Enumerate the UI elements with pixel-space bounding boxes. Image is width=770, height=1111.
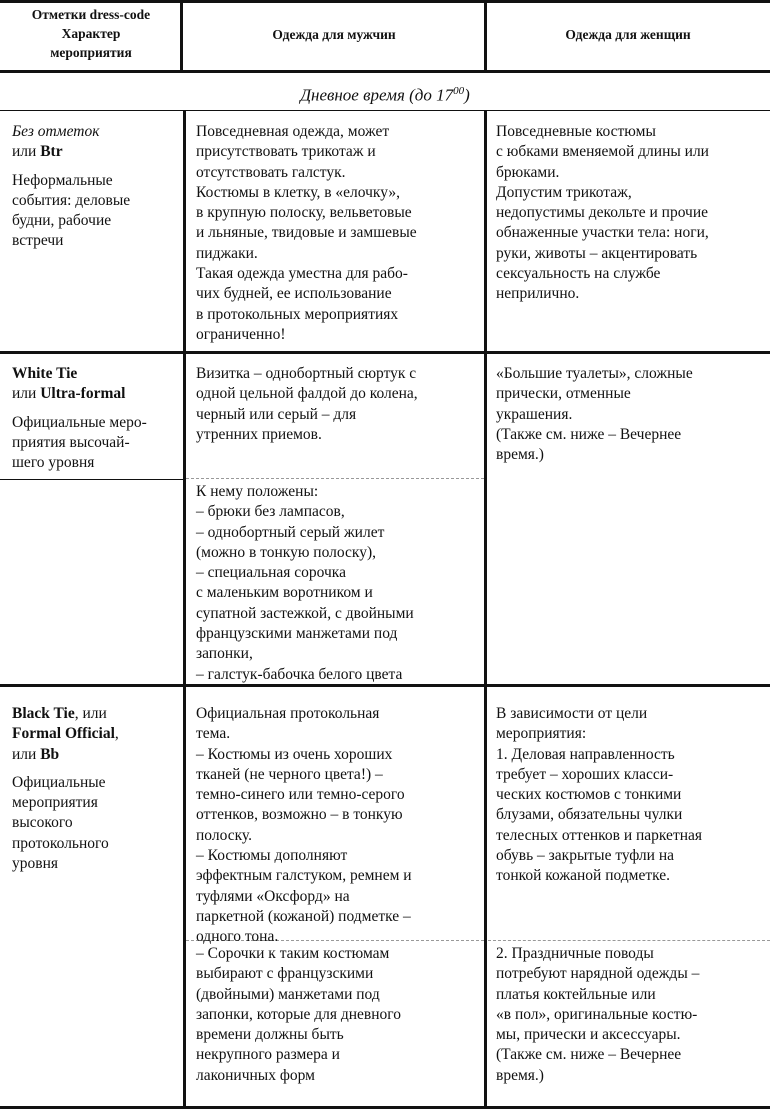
white-tie-character-line: шего уровня xyxy=(12,454,95,472)
header-col2: Одежда для мужчин xyxy=(272,27,396,42)
white-tie-men-cell-1: Визитка – однобортный сюртук с одной цельной фалдой до колена, черный или серый – для утренних приемов. xyxy=(196,365,418,443)
black-tie-character-line: высокого xyxy=(12,814,73,832)
white-tie-code-cell xyxy=(12,364,147,473)
black-tie-character-line: протокольного xyxy=(12,834,109,852)
btr-code-line: или Btr xyxy=(12,143,63,161)
header-col1 xyxy=(0,5,182,62)
white-tie-character-line: Официальные меро- xyxy=(12,413,147,431)
black-tie-character-line: уровня xyxy=(12,855,58,873)
black-tie-code-line: Formal Official, xyxy=(12,725,119,743)
header-col1-line: Отметки dress-code xyxy=(31,7,151,22)
header-bottom-border xyxy=(0,70,770,73)
subdivider-men-white-tie xyxy=(186,478,484,479)
header-col1-line: Характер xyxy=(61,26,121,41)
btr-character-line: события: деловые xyxy=(12,191,131,209)
subdivider-women-black-tie xyxy=(488,940,770,941)
black-tie-men-cell-2: – Сорочки к таким костюмам выбирают с французскими (двойными) манжетами под запонки, которые для дневного времени должны быть некрупного размера и лаконичных форм xyxy=(196,945,402,1084)
white-tie-character-line: приятия высочай- xyxy=(12,433,130,451)
btr-men-cell: Повседневная одежда, может присутствовать трикотаж и отсутствовать галстук. Костюмы в клетку, в «елочку», в крупную полоску, вельветовые и льняные, твидовые и замшевые пиджаки. Такая одежда уместна для рабо- чих будней, ее использование в протокольных мероприятиях ограниченно! xyxy=(196,123,417,343)
btr-character-line: будни, рабочие xyxy=(12,212,112,230)
table-top-border xyxy=(0,0,770,3)
section-title-border xyxy=(0,110,770,111)
black-tie-women-cell-1: В зависимости от цели мероприятия: 1. Деловая направленность требует – хороших класси- ческих костюмов с тонкими блузами, обязательны чулки телесных оттенков и паркетная обувь – закрытые туфли на тонкой кожаной подметке. xyxy=(496,705,703,885)
btr-code-cell xyxy=(12,122,130,252)
btr-code-line: Без отметок xyxy=(12,123,100,140)
black-tie-men-cell-1: Официальная протокольная тема. – Костюмы из очень хороших тканей (не черного цвета!) – темно-синего или темно-серого оттенков, возможно – в тонкую полоску. – Костюмы дополняют эффектным галстуком, ремнем и туфлями «Оксфорд» на паркетной (кожаной) подметке – одного тона. xyxy=(196,705,412,946)
black-tie-women-cell-2: 2. Праздничные поводы потребуют нарядной одежды – платья коктейльные или «в пол», оригинальные костю- мы, прически и аксессуары. (Также см. ниже – Вечернее время.) xyxy=(496,945,700,1084)
black-tie-code-line: Black Tie, или xyxy=(12,705,107,722)
col-divider-2 xyxy=(484,110,487,1108)
header-col3: Одежда для женщин xyxy=(565,27,691,42)
black-tie-code-line: или Bb xyxy=(12,745,60,763)
btr-character-line: Неформальные xyxy=(12,171,113,189)
white-tie-code-line: White Tie xyxy=(12,365,78,382)
black-tie-character-line: мероприятия xyxy=(12,794,98,812)
header-col1-line: мероприятия xyxy=(50,45,132,60)
col-divider-1 xyxy=(183,110,186,1108)
row-divider-white-tie-sub xyxy=(0,479,185,480)
white-tie-women-cell: «Большие туалеты», сложные прически, отменные украшения. (Также см. ниже – Вечернее время.) xyxy=(496,365,693,464)
table-bottom-border xyxy=(0,1106,770,1109)
btr-character-line: встречи xyxy=(12,232,64,250)
section-title: Дневное время (до $17^{00}$) xyxy=(300,85,470,105)
row-divider-white-tie xyxy=(0,351,770,354)
white-tie-code-line: или Ultra-formal xyxy=(12,385,126,403)
white-tie-men-cell-2: К нему положены: – брюки без лампасов, – однобортный серый жилет (можно в тонкую полоску), – специальная сорочка с маленьким воротником и супатной застежкой, с двойными французскими манжетами под запонки, – галстук-бабочка белого цвета xyxy=(196,483,414,683)
black-tie-code-cell xyxy=(12,704,119,874)
black-tie-character-line: Официальные xyxy=(12,773,106,791)
btr-women-cell: Повседневные костюмы с юбками вменяемой длины или брюками. Допустим трикотаж, недопустимы декольте и прочие обнаженные участки тела: ноги, руки, животы – акцентировать сексуальность на службе неприлично. xyxy=(496,123,709,303)
